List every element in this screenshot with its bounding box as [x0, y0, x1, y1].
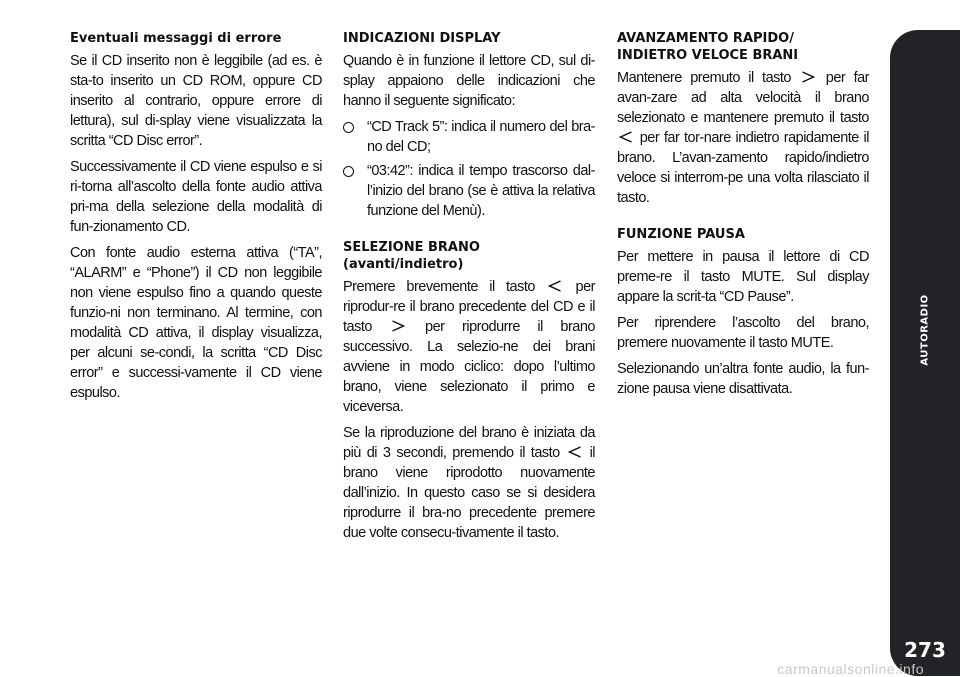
- text-run: il brano viene riprodotto nuovamente dall’inizio. In questo caso se si desidera riprodurre il bra-no precedente premere due volte consecu-tivamente il tasto.: [343, 445, 596, 541]
- paragraph: [343, 277, 595, 417]
- text-run: per riprodurre il brano successivo. La selezio-ne dei brani avviene in modo ciclico: dopo l’ultimo brano, viene selezionato il primo e viceversa.: [343, 319, 595, 415]
- paragraph: Con fonte audio esterna attiva (“TA”, “ALARM” e “Phone”) il CD non leggibile non viene espulso fino a quando queste funzio-ni non terminano. Al termine, con modalità CD attiva, il display visualizza, per alcuni se-condi, la scritta “CD Disc error” e successi-vamente il CD viene espulso.: [70, 245, 322, 401]
- section-label: AUTORADIO: [919, 294, 931, 366]
- text-run: Premere brevemente il tasto: [343, 279, 535, 295]
- paragraph: Per mettere in pausa il lettore di CD preme-re il tasto MUTE. Sul display appare la scrit-ta “CD Pause”.: [617, 249, 869, 305]
- column-1: [70, 30, 322, 409]
- paragraph: [343, 423, 595, 543]
- left-triangle-outline-icon: [619, 131, 633, 143]
- circle-outline-icon: [343, 122, 354, 133]
- right-triangle-outline-icon: [801, 71, 815, 83]
- list-item: [343, 161, 595, 221]
- paragraph: [617, 68, 869, 208]
- left-triangle-outline-icon: [548, 280, 562, 292]
- text-run: Mantenere premuto il tasto: [617, 70, 791, 86]
- heading-track-selection: [343, 239, 595, 273]
- text-run: Se la riproduzione del brano è iniziata da più di 3 secondi, premendo il tasto: [343, 425, 595, 461]
- heading-pause-function: FUNZIONE PAUSA: [617, 227, 745, 242]
- right-triangle-outline-icon: [391, 320, 405, 332]
- text-run: per riprodur-re il brano precedente del CD e il tasto: [343, 279, 595, 335]
- heading-line: (avanti/indietro): [343, 257, 464, 272]
- text-run: per far avan-zare ad alta velocità il brano selezionato e mantenere premuto il tasto: [617, 70, 869, 126]
- heading-display-indications: INDICAZIONI DISPLAY: [343, 31, 501, 46]
- paragraph: Quando è in funzione il lettore CD, sul di-splay appaiono delle indicazioni che hanno il seguente significato:: [343, 53, 595, 109]
- paragraph: Selezionando un’altra fonte audio, la fun-zione pausa viene disattivata.: [617, 361, 869, 397]
- side-section-tab: [890, 30, 960, 676]
- watermark: carmanualsonline.info: [777, 661, 924, 677]
- list-item-text: “03:42”: indica il tempo trascorso dal-l’inizio del brano (se è attiva la relativa funzione del Menù).: [367, 163, 595, 219]
- column-3: [617, 30, 869, 405]
- heading-error-messages: Eventuali messaggi di errore: [70, 31, 282, 46]
- left-triangle-outline-icon: [568, 446, 582, 458]
- heading-fast-forward-rewind: [617, 30, 869, 64]
- circle-outline-icon: [343, 166, 354, 177]
- page-number: 273: [904, 638, 946, 662]
- heading-line: AVANZAMENTO RAPIDO/: [617, 31, 794, 46]
- column-2: [343, 30, 595, 549]
- paragraph: Se il CD inserito non è leggibile (ad es. è sta-to inserito un CD ROM, oppure CD inserito al contrario, oppure errore di lettura), sul di-splay viene visualizzata la scritta “CD Disc error”.: [70, 53, 322, 149]
- paragraph: Successivamente il CD viene espulso e si ri-torna all’ascolto della fonte audio attiva pri-ma della selezione della modalità di fun-zionamento CD.: [70, 159, 322, 235]
- list-item: [343, 117, 595, 157]
- text-run: per far tor-nare indietro rapidamente il brano. L’avan-zamento rapido/indietro veloce si interrom-pe una volta rilasciato il tasto.: [617, 130, 870, 206]
- list-item-text: “CD Track 5”: indica il numero del bra-no del CD;: [367, 119, 595, 155]
- bullet-list: [343, 117, 595, 221]
- paragraph: Per riprendere l’ascolto del brano, premere nuovamente il tasto MUTE.: [617, 315, 869, 351]
- heading-line: INDIETRO VELOCE BRANI: [617, 48, 799, 63]
- heading-line: SELEZIONE BRANO: [343, 240, 480, 255]
